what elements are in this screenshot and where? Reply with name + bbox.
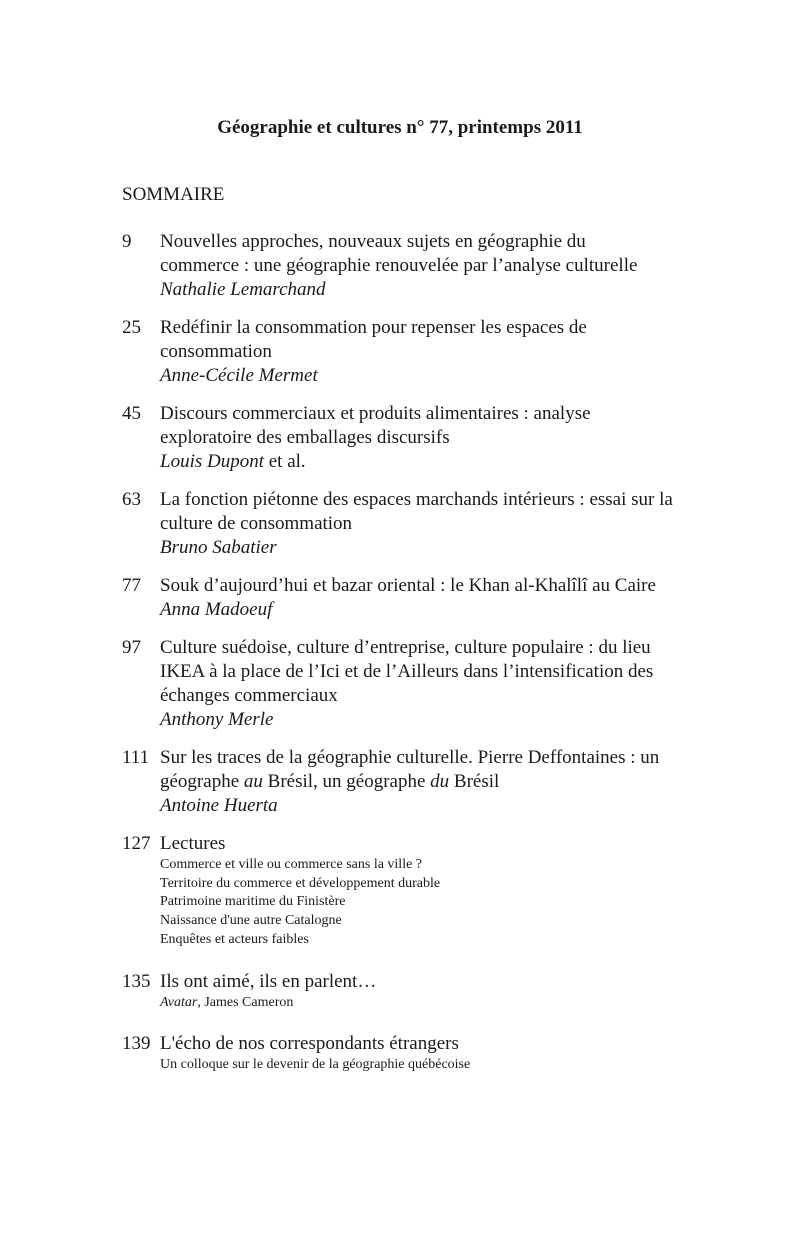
italic-text: Louis Dupont [160,451,264,472]
article-title-line [160,512,673,536]
sub-item [160,994,376,1013]
toc-entry [122,402,742,474]
text: Patrimoine maritime du Finistère [160,894,346,910]
text: géographe [160,771,244,792]
text: Culture suédoise, culture d’entreprise, culture populaire : du lieu [160,637,651,658]
author [160,598,656,622]
article-title-line [160,402,591,426]
author [160,794,659,818]
entry-body [160,488,673,560]
text: Redéfinir la consommation pour repenser les espaces de [160,317,587,338]
text: Sur les traces de la géographie culturelle. Pierre Deffontaines : un [160,747,660,768]
section-heading: SOMMAIRE [122,184,225,205]
article-title-line [160,316,587,340]
text: et al. [264,451,306,472]
author [160,364,587,388]
toc-entry [122,1032,742,1075]
entry-body [160,402,591,474]
entry-body [160,574,656,622]
article-title-line [160,426,591,450]
author [160,708,653,732]
toc-entry [122,488,742,560]
entry-body [160,746,659,818]
text: Un colloque sur le devenir de la géographie québécoise [160,1057,471,1073]
article-title-line [160,254,637,278]
italic-text: Nathalie Lemarchand [160,279,326,300]
entry-body [160,316,587,388]
article-title-line [160,230,637,254]
text: , James Cameron [197,994,294,1010]
text: Discours commerciaux et produits alimentaires : analyse [160,403,591,424]
page-number: 127 [122,833,151,854]
text: IKEA à la place de l’Ici et de l’Ailleurs dans l’intensification des [160,661,654,682]
text: culture de consommation [160,513,353,534]
italic-text: au [243,771,263,792]
article-title-line [160,970,376,994]
entry-body [160,832,440,950]
page-number: 111 [122,747,150,768]
article-title-line [160,636,653,660]
author [160,536,673,560]
page-number: 97 [122,637,141,658]
toc-entry [122,636,742,732]
page-number: 45 [122,403,141,424]
article-title-line [160,832,440,856]
toc-entry [122,316,742,388]
sub-item [160,893,440,912]
article-title-line [160,574,656,598]
toc-entry [122,746,742,818]
article-title-line [160,488,673,512]
text: Brésil, un géographe [262,771,431,792]
article-title-line [160,770,659,794]
text: Naissance d'une autre Catalogne [160,913,342,929]
toc-entry [122,832,742,950]
page-number: 77 [122,575,141,596]
sub-item [160,931,440,950]
text: Commerce et ville ou commerce sans la ville ? [160,857,423,872]
text: exploratoire des emballages discursifs [160,427,450,448]
article-title-line [160,746,659,770]
text: Souk d’aujourd’hui et bazar oriental : le Khan al-Khalîlî au Caire [160,575,656,596]
italic-text: Anna Madoeuf [160,599,273,620]
toc-entry [122,970,742,1013]
text: Lectures [160,833,226,854]
sub-item [160,912,440,931]
text: commerce : une géographie renouvelée par l’analyse culturelle [160,255,638,276]
page-number: 63 [122,489,141,510]
text: Ils ont aimé, ils en parlent… [160,970,377,992]
italic-text: Avatar [160,994,198,1010]
article-title-line [160,660,653,684]
page-number: 9 [122,231,132,252]
italic-text: Anthony Merle [160,709,274,730]
italic-text: Antoine Huerta [160,795,278,816]
page-number: 135 [122,970,151,992]
toc-entry [122,230,742,302]
sub-item [160,875,440,894]
page-number: 25 [122,317,141,338]
sub-item [160,1056,470,1075]
text: Territoire du commerce et développement durable [160,875,441,891]
table-of-contents [122,230,742,1095]
text: Brésil [449,771,500,792]
italic-text: Anne-Cécile Mermet [160,365,318,386]
text: échanges commerciaux [160,685,338,706]
text: Nouvelles approches, nouveaux sujets en géographie du [160,231,586,252]
page-number: 139 [122,1033,151,1055]
article-title-line [160,684,653,708]
text: L'écho de nos correspondants étrangers [160,1033,459,1055]
entry-body [160,230,637,302]
author [160,278,637,302]
entry-body [160,636,653,732]
sub-item [160,856,440,875]
text: consommation [160,341,272,362]
text: La fonction piétonne des espaces marchands intérieurs : essai sur la [160,489,673,510]
article-title-line [160,340,587,364]
article-title-line [160,1032,470,1056]
italic-text: Bruno Sabatier [160,537,277,558]
author [160,450,591,474]
entry-body [160,970,376,1013]
journal-title: Géographie et cultures n° 77, printemps 2011 [217,117,583,138]
toc-entry [122,574,742,622]
text: Enquêtes et acteurs faibles [160,931,309,947]
italic-text: du [430,771,450,792]
entry-body [160,1032,470,1075]
